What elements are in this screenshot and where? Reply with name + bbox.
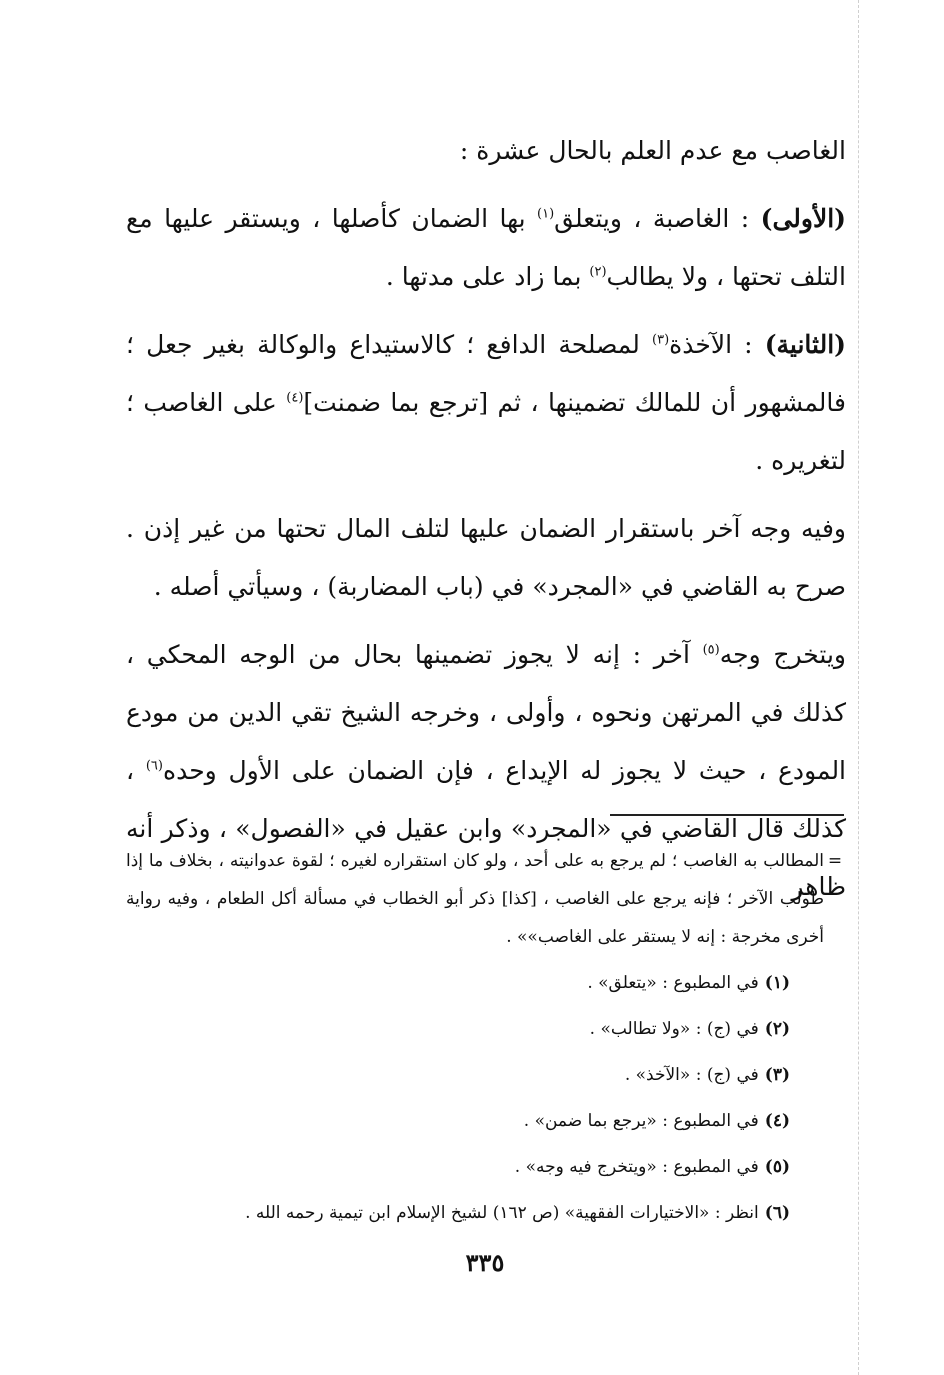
page-number: ٣٣٥ — [465, 1248, 505, 1277]
footnote-reference[interactable]: (٦) — [145, 758, 163, 774]
footnote-number: (٦) — [764, 1203, 790, 1223]
footnote-reference[interactable]: (٣) — [652, 332, 670, 348]
main-text — [126, 122, 846, 916]
footnote-text: في المطبوع : «يرجع بما ضمن» . — [523, 1111, 759, 1131]
footnote-separator — [610, 814, 844, 816]
footnote-item — [126, 1052, 790, 1098]
footnote-reference[interactable]: (٢) — [589, 264, 607, 280]
footnote-item — [126, 960, 790, 1006]
footnote-number: (١) — [764, 973, 790, 993]
paragraph-text: لمصلحة الدافع ؛ كالاستيداع والوكالة بغير جعل ؛ فالمشهور أن للمالك تضمينها ، ثم [ترجع بما ضمنت] — [126, 330, 846, 417]
footnote-item — [126, 1144, 790, 1190]
paragraph-lead: (الثانية) — [764, 330, 846, 359]
intro-line: الغاصب مع عدم العلم بالحال عشرة : — [459, 136, 846, 165]
paragraph-text: ويتخرج وجه — [719, 640, 846, 669]
footnote-reference[interactable]: (٥) — [702, 642, 720, 658]
paragraph-lead: (الأولى) — [760, 204, 847, 233]
footnote-number: (٣) — [764, 1065, 790, 1085]
footnote-continuation — [126, 842, 846, 956]
footnote-text: انظر : «الاختيارات الفقهية» (ص ١٦٢) لشيخ الإسلام ابن تيمية رحمه الله . — [245, 1203, 759, 1223]
paragraph-text: : الآخذة — [669, 330, 753, 359]
footnote-text: في (ج) : «الآخذ» . — [624, 1065, 759, 1085]
footnote-text: في المطبوع : «ويتخرج فيه وجه» . — [514, 1157, 759, 1177]
paragraph-text: ، كذلك قال القاضي في «المجرد» وابن عقيل في «الفصول» ، وذكر أنه ظاهر — [126, 756, 846, 901]
paragraph-text: بها الضمان كأصلها ، ويستقر عليها مع التلف تحتها ، ولا يطالب — [126, 204, 846, 291]
paragraph-text: : الغاصبة ، ويتعلق — [554, 204, 750, 233]
paragraph-second — [126, 316, 846, 490]
footnote-number: (٤) — [764, 1111, 790, 1131]
footnote-number: (٢) — [764, 1019, 790, 1039]
footnote-reference[interactable]: (٤) — [286, 390, 304, 406]
paragraph-text: بما زاد على مدتها . — [385, 262, 582, 291]
footnote-item — [126, 1098, 790, 1144]
continuation-mark: = — [827, 851, 843, 871]
paragraph-third: وفيه وجه آخر باستقرار الضمان عليها لتلف المال تحتها من غير إذن . صرح به القاضي في «المجرد» في (باب المضاربة) ، وسيأتي أصله . — [126, 514, 846, 601]
footnote-reference[interactable]: (١) — [537, 206, 555, 222]
footnote-list — [126, 960, 846, 1236]
footnote-item — [126, 1006, 790, 1052]
footnote-text: في المطبوع : «يتعلق» . — [587, 973, 759, 993]
paragraph-text: على الغاصب ؛ لتغريره . — [126, 388, 846, 475]
paragraph-first — [126, 190, 846, 306]
scan-edge-line — [858, 0, 859, 1375]
footnotes — [126, 842, 846, 1236]
paragraph-text: آخر : إنه لا يجوز تضمينها بحال من الوجه المحكي ، كذلك في المرتهن ونحوه ، وأولى ، وخرجه الشيخ تقي الدين من مودع المودع ، حيث لا يجوز له الإيداع ، فإن الضمان على الأول وحده — [126, 640, 847, 785]
continuation-text: المطالب به الغاصب ؛ لم يرجع به على أحد ، ولو كان استقراره لغيره ؛ لقوة عدوانيته ، بخلاف ما إذا طولب الآخر ؛ فإنه يرجع على الغاصب ، [كذا] ذكر أبو الخطاب في مسألة أكل الطعام ، وفيه رواية أخرى مخرجة : إنه لا يستقر على الغاصب»» . — [126, 851, 824, 947]
footnote-item — [126, 1190, 790, 1236]
footnote-text: في (ج) : «ولا تطالب» . — [589, 1019, 759, 1039]
footnote-number: (٥) — [764, 1157, 790, 1177]
